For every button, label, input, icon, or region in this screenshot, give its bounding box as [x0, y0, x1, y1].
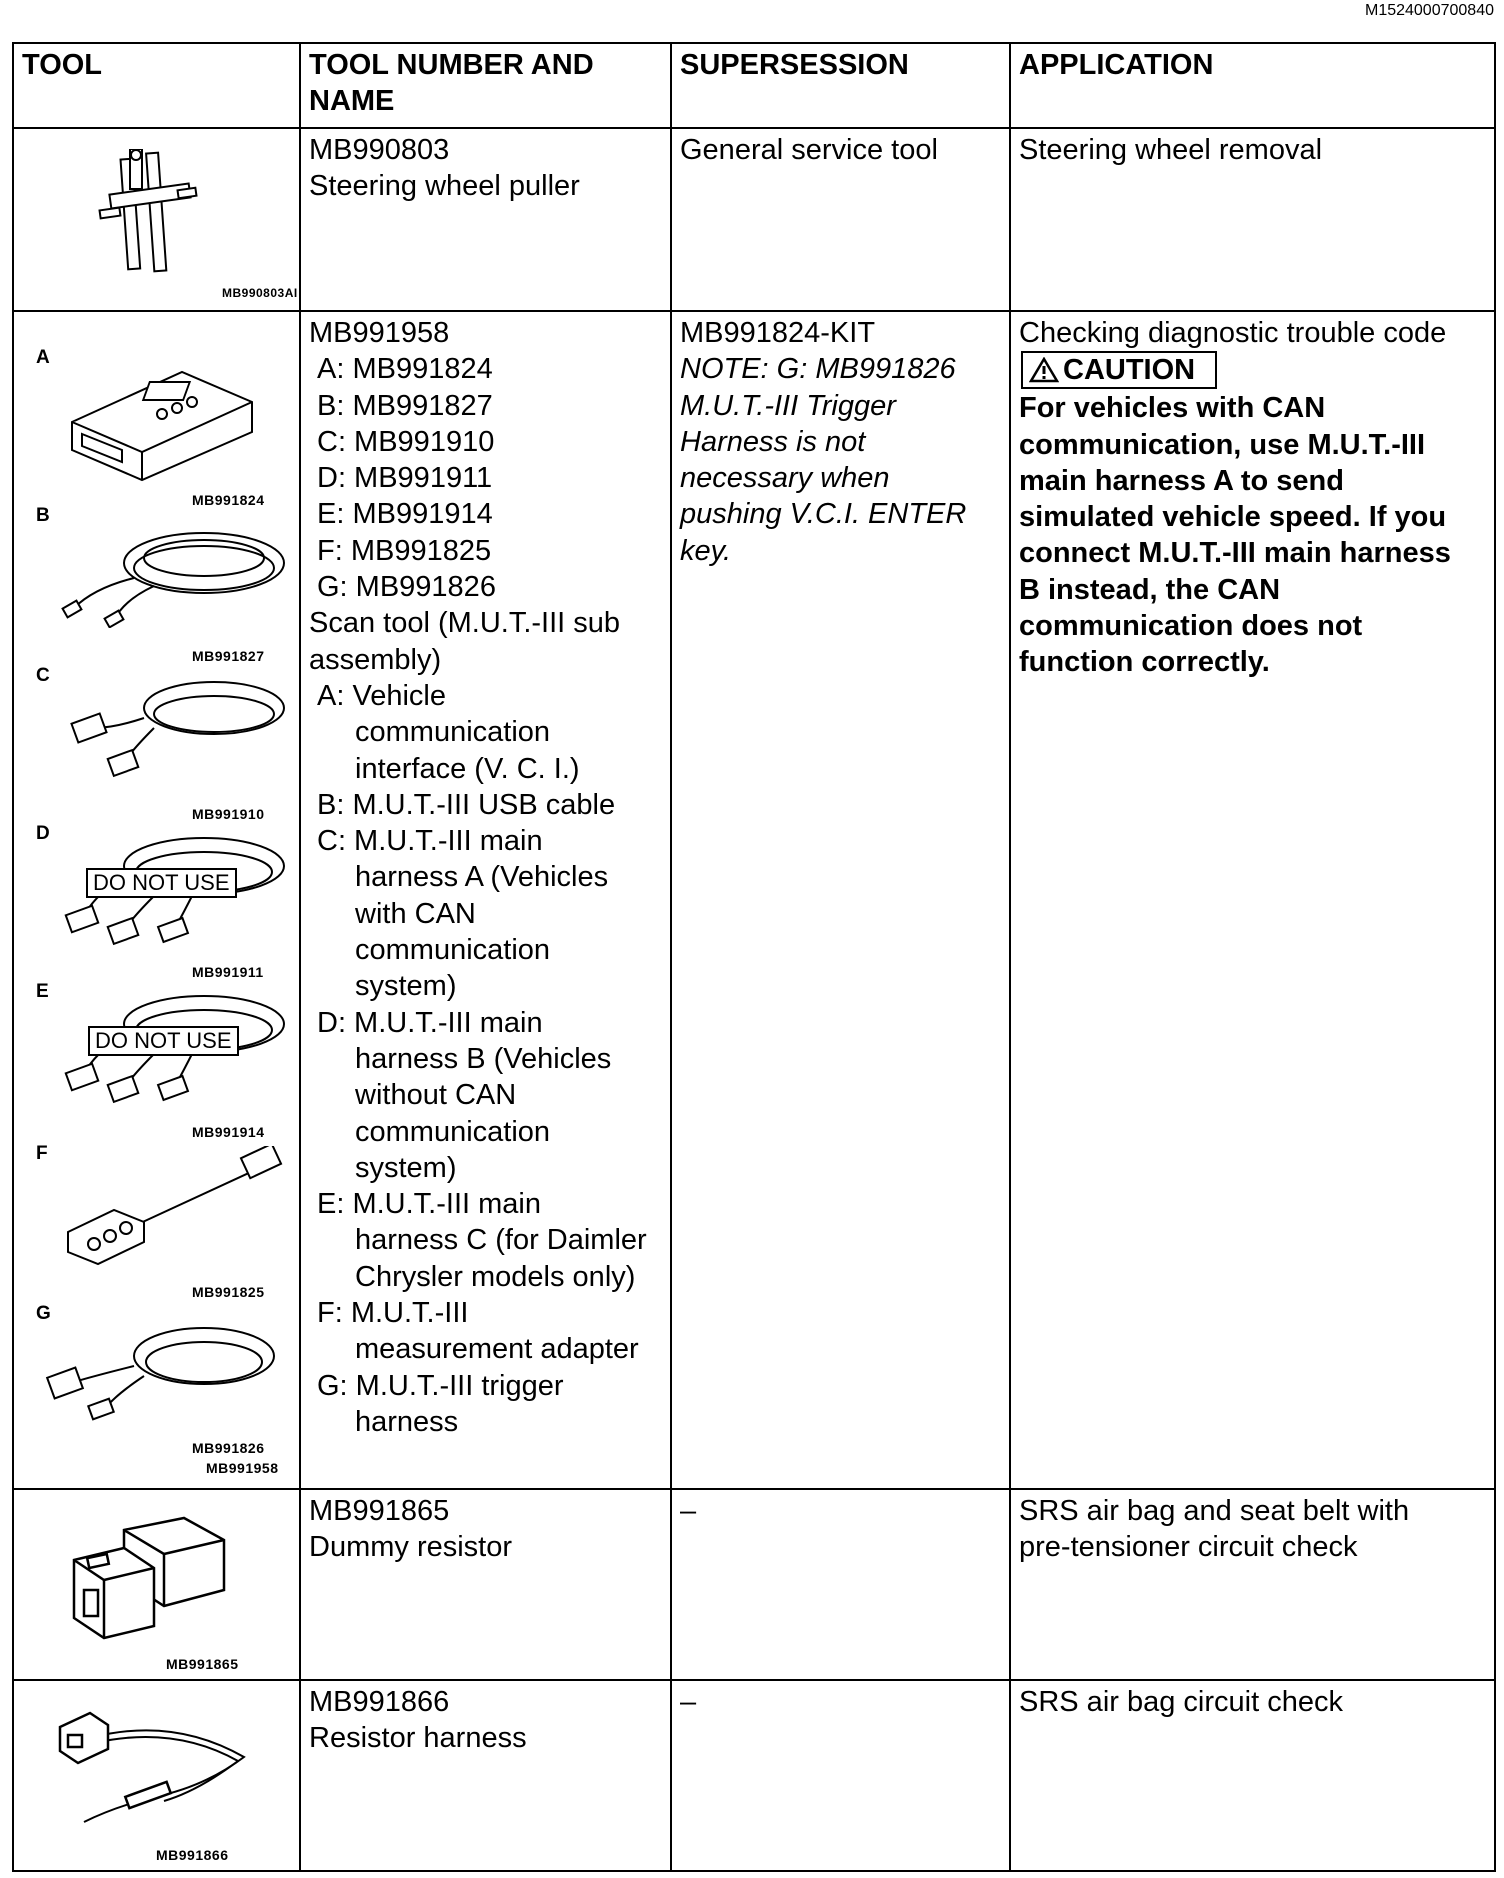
component-number: A: MB991824	[317, 353, 493, 386]
figure-letter: D	[36, 823, 50, 844]
application-cell	[1010, 1489, 1495, 1680]
figure-letter: G	[36, 1303, 51, 1324]
header-application: APPLICATION	[1010, 43, 1495, 128]
supersession-text: MB991824-KIT	[680, 317, 876, 349]
figure-label: MB991910	[192, 806, 265, 822]
tool-number-name-cell	[300, 1680, 671, 1871]
usb-cable-illustration	[54, 508, 294, 628]
tool-number-name-cell	[300, 1489, 671, 1680]
figure-label: MB991827	[192, 648, 265, 664]
component-desc: F: M.U.T.-III	[317, 1297, 469, 1330]
table-row	[13, 311, 1495, 1489]
caution-line: B instead, the CAN	[1019, 573, 1281, 606]
figure-label: MB990803AI	[222, 286, 298, 300]
component-desc: communication	[355, 716, 551, 749]
header-supersession: SUPERSESSION	[671, 43, 1010, 128]
note-line: necessary when	[680, 462, 890, 495]
note-line: key.	[680, 534, 732, 567]
component-number: D: MB991911	[317, 462, 493, 495]
figure-letter: F	[36, 1143, 48, 1164]
figure-letter: E	[36, 981, 49, 1002]
tool-name: Dummy resistor	[309, 1531, 513, 1564]
figure-label: MB991865	[166, 1656, 239, 1672]
tool-figure-cell	[13, 1489, 300, 1680]
tool-number: MB991866	[309, 1686, 450, 1718]
header-row	[13, 43, 1495, 128]
supersession-cell	[671, 1680, 1010, 1871]
tool-figure-cell	[13, 128, 300, 311]
application-cell	[1010, 1680, 1495, 1871]
component-number: G: MB991826	[317, 571, 496, 604]
header-tool-number-name: TOOL NUMBER AND NAME	[300, 43, 671, 128]
figure-label: MB991958	[206, 1460, 279, 1476]
supersession-text: –	[680, 1686, 697, 1718]
table-row	[13, 1680, 1495, 1871]
tool-number: MB991865	[309, 1495, 450, 1527]
caution-box	[1021, 351, 1217, 389]
caution-line: communication, use M.U.T.-III	[1019, 428, 1426, 461]
supersession-cell	[671, 311, 1010, 1489]
component-desc: D: M.U.T.-III main	[317, 1006, 543, 1039]
caution-line: For vehicles with CAN	[1019, 392, 1326, 425]
component-desc: communication	[355, 934, 551, 967]
caution-line: main harness A to send	[1019, 464, 1344, 497]
caution-line: function correctly.	[1019, 646, 1270, 679]
component-desc: system)	[355, 970, 457, 1003]
component-desc: C: M.U.T.-III main	[317, 825, 543, 858]
component-number: B: MB991827	[317, 389, 493, 422]
component-desc: E: M.U.T.-III main	[317, 1188, 541, 1221]
tool-name: Scan tool (M.U.T.-III sub	[309, 607, 621, 640]
note-line: Harness is not	[680, 425, 866, 458]
component-desc: without CAN	[355, 1079, 517, 1112]
table-row	[13, 128, 1495, 311]
do-not-use-label: DO NOT USE	[88, 1026, 239, 1056]
figure-label: MB991911	[192, 964, 264, 980]
figure-label: MB991866	[156, 1847, 229, 1863]
main-harness-a-illustration	[54, 668, 294, 778]
figure-label: MB991825	[192, 1284, 265, 1300]
tool-number: MB991958	[309, 317, 450, 349]
caution-label: CAUTION	[1063, 354, 1196, 387]
tool-figure-cell	[13, 311, 300, 1489]
supersession-text: General service tool	[680, 134, 938, 166]
note-line: NOTE: G: MB991826	[680, 353, 956, 386]
component-desc: B: M.U.T.-III USB cable	[317, 788, 616, 821]
caution-line: simulated vehicle speed. If you	[1019, 501, 1447, 534]
tool-number: MB990803	[309, 134, 450, 166]
figure-label: MB991826	[192, 1440, 265, 1456]
resistor-harness-illustration	[54, 1697, 254, 1827]
component-desc: Chrysler models only)	[355, 1260, 636, 1293]
component-number: E: MB991914	[317, 498, 493, 531]
warning-triangle-icon	[1029, 357, 1059, 383]
figure-letter: B	[36, 505, 50, 526]
supersession-cell	[671, 128, 1010, 311]
header-tool: TOOL	[13, 43, 300, 128]
application-text: Checking diagnostic trouble code	[1019, 317, 1447, 349]
dummy-resistor-illustration	[64, 1510, 234, 1640]
application-text: SRS air bag circuit check	[1019, 1686, 1343, 1718]
component-desc: measurement adapter	[355, 1333, 639, 1366]
figure-label: MB991914	[192, 1124, 265, 1140]
note-line: pushing V.C.I. ENTER	[680, 498, 967, 531]
application-text: pre-tensioner circuit check	[1019, 1531, 1358, 1564]
application-cell	[1010, 128, 1495, 311]
component-desc: with CAN	[355, 897, 476, 930]
supersession-text: –	[680, 1495, 697, 1527]
tool-name: assembly)	[309, 643, 442, 676]
component-number: F: MB991825	[317, 534, 492, 567]
note-line: M.U.T.-III Trigger	[680, 389, 896, 422]
component-desc: harness	[355, 1405, 459, 1438]
component-desc: system)	[355, 1151, 457, 1184]
caution-line: communication does not	[1019, 610, 1363, 643]
component-number: C: MB991910	[317, 425, 495, 458]
component-desc: harness A (Vehicles	[355, 861, 609, 894]
component-desc: G: M.U.T.-III trigger	[317, 1369, 564, 1402]
trigger-harness-illustration	[44, 1306, 294, 1426]
application-text: SRS air bag and seat belt with	[1019, 1495, 1410, 1527]
application-cell	[1010, 311, 1495, 1489]
caution-line: connect M.U.T.-III main harness	[1019, 537, 1451, 570]
figure-letter: C	[36, 665, 50, 686]
special-tools-table	[12, 42, 1496, 1872]
do-not-use-label: DO NOT USE	[86, 868, 237, 898]
component-desc: interface (V. C. I.)	[355, 752, 580, 785]
tool-figure-cell	[13, 1680, 300, 1871]
component-desc: A: Vehicle	[317, 679, 446, 712]
document-id: M1524000700840	[1364, 2, 1494, 19]
tool-name: Resistor harness	[309, 1722, 527, 1755]
table-row	[13, 1489, 1495, 1680]
steering-wheel-puller-illustration	[94, 149, 214, 289]
measurement-adapter-illustration	[54, 1146, 294, 1266]
component-desc: harness C (for Daimler	[355, 1224, 647, 1257]
supersession-cell	[671, 1489, 1010, 1680]
figure-label: MB991824	[192, 492, 265, 508]
figure-letter: A	[36, 347, 50, 368]
vci-illustration	[62, 362, 262, 482]
tool-name: Steering wheel puller	[309, 170, 580, 203]
component-desc: harness B (Vehicles	[355, 1042, 612, 1075]
tool-number-name-cell	[300, 311, 671, 1489]
application-text: Steering wheel removal	[1019, 134, 1323, 166]
tool-number-name-cell	[300, 128, 671, 311]
component-desc: communication	[355, 1115, 551, 1148]
